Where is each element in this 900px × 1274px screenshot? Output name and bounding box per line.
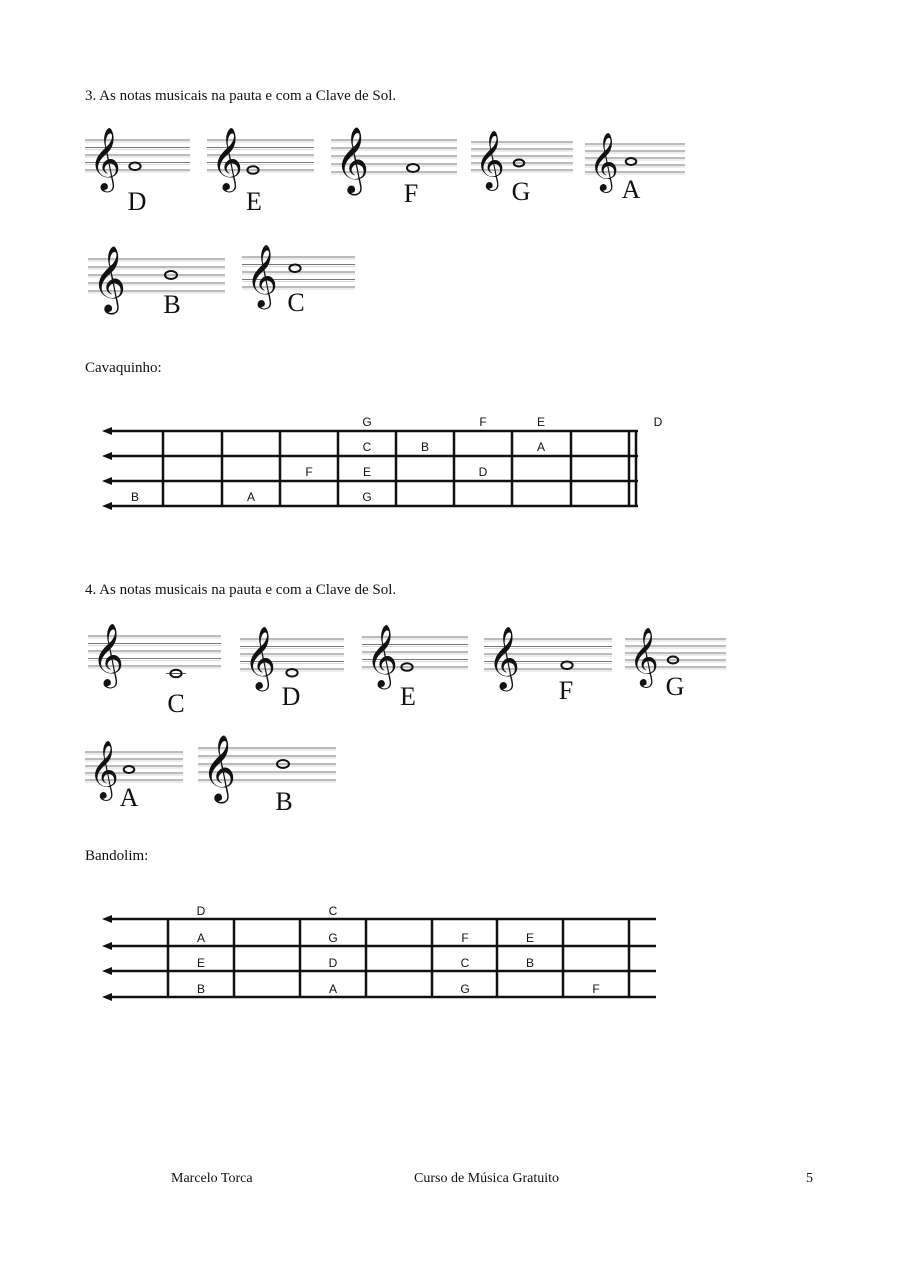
note-label: G bbox=[665, 672, 685, 701]
note-label: F bbox=[403, 179, 419, 208]
treble-clef-icon: 𝄞 bbox=[488, 625, 520, 689]
whole-note bbox=[289, 265, 300, 273]
section-4-staff-c bbox=[88, 622, 221, 724]
fretboard-note: A bbox=[536, 440, 546, 454]
treble-clef-icon: 𝄞 bbox=[629, 626, 659, 686]
fretboard-note: B bbox=[420, 440, 430, 454]
note-label: A bbox=[119, 783, 139, 812]
fretboard-note: C bbox=[460, 956, 470, 970]
fretboard-note: G bbox=[460, 982, 470, 996]
section-3-staff-a bbox=[585, 131, 685, 210]
section-4-staff-g bbox=[625, 626, 726, 707]
fretboard-note: G bbox=[328, 931, 338, 945]
treble-clef-icon: 𝄞 bbox=[589, 131, 619, 191]
fretboard-note: E bbox=[196, 956, 206, 970]
fretboard-note: C bbox=[362, 440, 372, 454]
footer-page-number: 5 bbox=[806, 1171, 813, 1186]
note-label: C bbox=[167, 689, 185, 718]
section-3-staff-d bbox=[85, 126, 190, 222]
fretboard-note: F bbox=[592, 982, 600, 996]
treble-clef-icon: 𝄞 bbox=[366, 623, 398, 687]
fretboard-note: B bbox=[130, 490, 140, 504]
section-4-staff-a bbox=[85, 739, 183, 818]
section-3-staff-c bbox=[242, 243, 355, 323]
footer-author: Marcelo Torca bbox=[171, 1171, 253, 1186]
arrow-left-icon bbox=[102, 942, 112, 950]
treble-clef-icon: 𝄞 bbox=[244, 625, 276, 689]
fretboard-note: F bbox=[479, 415, 487, 429]
section-4-title: 4. As notas musicais na pauta e com a Clave de Sol. bbox=[85, 582, 397, 598]
fretboard-note: G bbox=[362, 490, 372, 504]
whole-note bbox=[561, 662, 572, 670]
note-label: E bbox=[400, 682, 416, 711]
cavaquinho-title: Cavaquinho: bbox=[85, 360, 162, 376]
fretboard-note: E bbox=[525, 931, 535, 945]
note-label: B bbox=[275, 787, 293, 816]
fretboard-note: D bbox=[653, 415, 663, 429]
fretboard-note: D bbox=[328, 956, 338, 970]
fretboard-note: A bbox=[328, 982, 338, 996]
section-3-staff-e bbox=[207, 126, 314, 222]
fretboard-note: A bbox=[196, 931, 206, 945]
note-label: F bbox=[558, 676, 574, 705]
note-label: B bbox=[163, 290, 181, 319]
treble-clef-icon: 𝄞 bbox=[92, 245, 127, 313]
fretboard-note: D bbox=[196, 904, 206, 918]
treble-clef-icon: 𝄞 bbox=[475, 129, 505, 189]
footer-course: Curso de Música Gratuito bbox=[414, 1171, 560, 1186]
section-4-staff-b bbox=[198, 734, 336, 822]
whole-note bbox=[286, 669, 297, 677]
section-4-staff-f bbox=[484, 625, 612, 711]
cavaquinho-fretboard bbox=[100, 408, 680, 518]
fretboard-note: F bbox=[305, 465, 313, 479]
fretboard-note: B bbox=[525, 956, 535, 970]
arrow-left-icon bbox=[102, 427, 112, 435]
treble-clef-icon: 𝄞 bbox=[202, 734, 237, 802]
note-label: A bbox=[621, 175, 641, 204]
arrow-left-icon bbox=[102, 993, 112, 1001]
fretboard-note: F bbox=[461, 931, 469, 945]
fretboard-note: C bbox=[328, 904, 338, 918]
section-4-staff-e bbox=[362, 623, 468, 717]
note-label: C bbox=[287, 288, 305, 317]
treble-clef-icon: 𝄞 bbox=[89, 126, 121, 190]
note-label: G bbox=[511, 177, 531, 206]
arrow-left-icon bbox=[102, 967, 112, 975]
arrow-left-icon bbox=[102, 452, 112, 460]
whole-note bbox=[129, 163, 140, 171]
section-3-staff-b bbox=[88, 245, 225, 325]
section-3-staff-f bbox=[331, 126, 457, 214]
treble-clef-icon: 𝄞 bbox=[211, 126, 243, 190]
note-label: D bbox=[281, 682, 301, 711]
treble-clef-icon: 𝄞 bbox=[89, 739, 119, 799]
bandolim-fretboard bbox=[100, 900, 670, 1012]
section-3-staff-g bbox=[471, 129, 573, 212]
section-4-staff-d bbox=[240, 625, 344, 717]
whole-note bbox=[124, 766, 135, 773]
note-label: D bbox=[127, 187, 147, 216]
fretboard-note: B bbox=[196, 982, 206, 996]
arrow-left-icon bbox=[102, 477, 112, 485]
fretboard-note: D bbox=[478, 465, 488, 479]
arrow-left-icon bbox=[102, 915, 112, 923]
fretboard-note: E bbox=[362, 465, 372, 479]
arrow-left-icon bbox=[102, 502, 112, 510]
treble-clef-icon: 𝄞 bbox=[246, 243, 278, 307]
treble-clef-icon: 𝄞 bbox=[92, 622, 124, 686]
fretboard-note: G bbox=[362, 415, 372, 429]
bandolim-title: Bandolim: bbox=[85, 848, 149, 864]
section-3-title: 3. As notas musicais na pauta e com a Clave de Sol. bbox=[85, 88, 397, 104]
fretboard-note: A bbox=[246, 490, 256, 504]
fretboard-note: E bbox=[536, 415, 546, 429]
treble-clef-icon: 𝄞 bbox=[335, 126, 370, 194]
whole-note bbox=[626, 158, 637, 165]
whole-note bbox=[407, 164, 419, 172]
note-label: E bbox=[246, 187, 262, 216]
